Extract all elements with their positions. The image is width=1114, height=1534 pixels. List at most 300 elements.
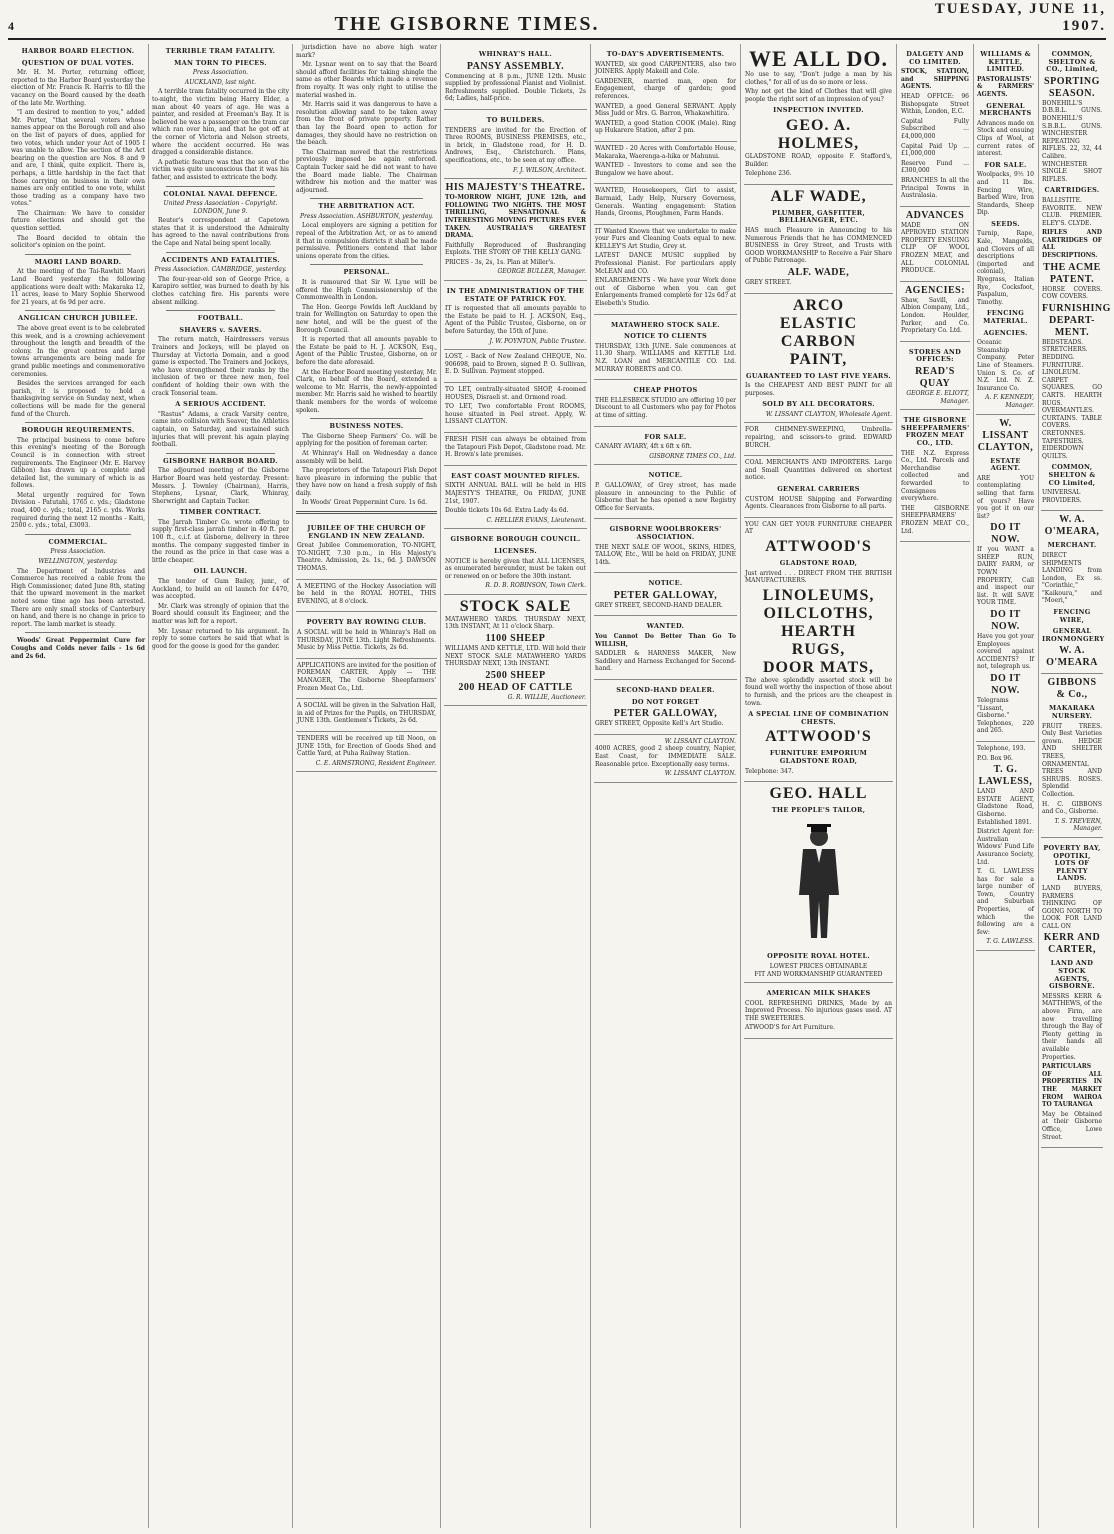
ad-signature: J. W. POYNTON, Public Trustee. — [489, 337, 586, 345]
ad-heading: INSPECTION INVITED. — [773, 106, 864, 115]
advertisement-whinrays-hall — [444, 44, 587, 110]
advertisement-milk-shakes — [744, 983, 893, 1039]
headline: GISBORNE HARBOR BOARD. — [163, 456, 278, 465]
ad-text: Telephone, 193. — [977, 744, 1026, 752]
ad-heading: ESTATE AGENT. — [990, 456, 1021, 473]
ad-title: FURNISHING DEPART-MENT. — [1042, 302, 1111, 338]
article-text: The tender of Gum Bailey, junr., of Auckland, to build an oil launch for £470, was accepted. — [152, 578, 289, 601]
ad-text: Telephone 236. — [745, 170, 792, 178]
ad-text: TO-MORROW NIGHT, JUNE 12th, and FOLLOWING TWO NIGHTS. THE MOST THRILLING, SENSATIONAL & INTERESTING MOVING PICTURES EVER TAKEN. AUSTRALIA'S GREATEST DRAMA. — [445, 194, 586, 240]
ad-signature: T. S. TREVERN, Manager. — [1054, 817, 1102, 833]
article-text: Local employers are signing a petition for repeal of the Arbitration Act, or as to amend it that in compulsion districts it shall be made permissive. Petitioners contend that labor unions operate from the cities. — [296, 222, 437, 260]
ad-text: COAL MERCHANTS AND IMPORTERS. Large and Small Quantities delivered on shortest notice. — [745, 459, 892, 482]
article-text: Reuter's correspondent at Capetown states that it is understood the Admiralty has agreed to the naval contributions from the Cape and Natal being spent locally. — [152, 217, 289, 248]
article-harbor-board-election — [11, 48, 145, 250]
advertisement-foreman-carter — [296, 659, 437, 699]
divider — [166, 252, 275, 253]
ad-heading: SECOND-HAND DEALER. — [616, 686, 715, 695]
article-accidents — [152, 257, 289, 307]
dateline: Press Association. — [192, 69, 249, 77]
headline: COMMERCIAL. — [48, 537, 108, 546]
article-text: A pathetic feature was that the son of the victim was quite unconscious that it was his father, and assisted to extricate the body. — [152, 158, 289, 181]
ad-title: HEARTH — [781, 622, 856, 640]
ad-text: Great Jubilee Commemoration, TO-NIGHT, TO-NIGHT, 7.30 p.m., in His Majesty's Theatre. Admission, 2s. 1s., 6d. J. DAWSON THOMAS. — [297, 542, 436, 573]
advertisement-coal-merchants — [744, 456, 893, 518]
ad-text: IT is requested that all amounts payable to the Estate be paid to H. J. ACKSON, Esq., Agent of the Public Trustee, Gisborne, on or before Saturday, the 15th of June. — [445, 305, 586, 336]
article-text: At the meeting of the Tai-Rawhiti Maori Land Board yesterday the following applications were dealt with: Makaraka 12, 11 acres, lease to Mary Sophie Sherwood for 21 years, at 6s 9d per acre. — [11, 268, 145, 306]
ad-text: Telephone: 347. — [745, 767, 794, 775]
ad-text: MATAWHERO YARDS. THURSDAY NEXT, 13th INSTANT, At 11 o'clock Sharp. — [445, 615, 586, 631]
ad-heading: JUBILEE OF THE CHURCH OF ENGLAND IN NEW ZEALAND. — [307, 524, 426, 540]
article-text: "I am desired to mention to you," added Mr. Porter, "that several voters whose names appear on the Borough roll and also on the list of payers of dues, applied for two votes, which under your Act of 1905 I was unable to allow. The section of the Act bearing on the question are Nos. 8 and 9 and are, I think, quite explicit. There is, perhaps, a little hardship in the fact that those carrying on business in their own names are only entitled to one vote, whilst those trading as a company have two votes." — [11, 109, 145, 208]
ad-text: LAND BUYERS, FARMERS THINKING OF GOING NORTH TO LOOK FOR LAND CALL ON — [1042, 884, 1102, 930]
ad-signature: F. J. WILSON, Architect. — [512, 166, 586, 174]
ad-text: YOU CAN GET YOUR FURNITURE CHEAPER AT — [745, 520, 892, 536]
dateline: Press Association. ASHBURTON, yesterday. — [299, 212, 434, 220]
ad-text: A SOCIAL will be held in Whinray's Hall on THURSDAY, JUNE 13th. Light Refreshments. Music by Miss Pettie. Tickets, 2s 6d. — [297, 629, 436, 652]
subheadline: QUESTION OF DUAL VOTES. — [21, 58, 135, 67]
ad-text: Turnip, Rape, Kale, Mangolds, and Clovers of all descriptions (imported and colonial), Ryegrass, Italian Rye, Cocksfoot, Paspalum, Timothy. — [977, 230, 1034, 306]
column-3 — [292, 44, 440, 1528]
ad-text: P. GALLOWAY, of Grey street, has made pleasure in announcing to the Public of Gisborne that he has opened a new Registry Office for Servants. — [595, 481, 736, 512]
ad-heading: AGENCIES. — [983, 328, 1028, 337]
ad-text: Why not get the kind of Clothes that will give people the right sort of an impression of you? — [745, 88, 892, 103]
article-text: The return match, Hairdressers versus Trainers and Jockeys, will be played on Thursday at Victoria Domain, and a good game is expected. The Trainers and Jockeys, who have strengthened their ranks by the inclusion of two or three new men, feel confident of holding their own with the crack Tonsorial team. — [152, 336, 289, 397]
ad-text: Is the CHEAPEST AND BEST PAINT for all purposes. — [745, 382, 892, 397]
advertisement-todays-ads — [594, 44, 737, 142]
advertisement-kerr-carter — [1041, 838, 1103, 1148]
ad-text: Reserve Fund ... £300,000 — [901, 159, 969, 175]
ad-text: WANTED - Investors to come and see the Bungalow we have about. — [595, 162, 736, 177]
ad-heading: AMERICAN MILK SHAKES — [766, 989, 871, 998]
divider — [25, 632, 131, 633]
article-text: Mr. Lysnar returned to his argument. In reply to some carters he said that what is good for the goose is good for the gander. — [152, 627, 289, 650]
ad-text: GARDENER, married man, open for Engagement, charge of garden; good references. — [595, 77, 736, 100]
ad-text: T. G. LAWLESS has for sale a large number of Town, Country and Suburban Properties, of which the following are a few: — [977, 868, 1034, 936]
article-text: Mr. Clark was strongly of opinion that the Board should consult its Engineer, and the matter was left for a report. — [152, 602, 289, 625]
ad-text: THE ELLESBECK STUDIO are offering 10 per Discount to all Customers who pay for Photos at time of sitting. — [595, 396, 736, 419]
advertisement-estate-foy — [444, 281, 587, 350]
ad-title: W. LISSANT — [982, 417, 1029, 441]
ad-title: PETER GALLOWAY, — [613, 589, 718, 601]
ad-heading: NOTICE. — [648, 471, 683, 480]
divider — [25, 310, 131, 311]
divider — [310, 198, 423, 199]
ad-heading: TO BUILDERS. — [486, 115, 545, 124]
ad-text: H. C. GIBBONS and Co., Gisborne. — [1042, 800, 1102, 816]
subheadline: TIMBER CONTRACT. — [179, 508, 262, 517]
ad-heading: GISBORNE BOROUGH COUNCIL. — [450, 535, 581, 544]
ad-highlight: 2500 SHEEP — [485, 669, 546, 681]
article-text: The Hon. George Fowlds left Auckland by train for Wellington on Saturday to open the new hotel, and will be the guest of the Borough Council. — [296, 303, 437, 334]
ad-title: CLAYTON, — [977, 441, 1034, 453]
ad-heading: GUARANTEED TO LAST FIVE YEARS. — [746, 371, 891, 380]
ad-heading: THE GISBORNE SHEEPFARMERS' FROZEN MEAT CO., LTD. — [901, 416, 970, 447]
ad-signature: G. R. WILLIE, Auctioneer. — [507, 693, 586, 701]
ad-heading: EAST COAST MOUNTED RIFLES. — [451, 471, 580, 480]
advertisement-salvation-social — [296, 699, 437, 732]
advertisement-alf-wade — [744, 185, 893, 294]
ad-text: Woolpacks, 9½ 10 and 11 lbs. Fencing Wire, Barbed Wire, Iron Standards, Sheep Dip. — [977, 171, 1034, 217]
advertisement-matawhero-notice — [594, 315, 737, 381]
ad-title: DO IT NOW. — [990, 522, 1021, 546]
column-4 — [440, 44, 590, 1528]
headline: PERSONAL. — [343, 268, 390, 277]
ad-text: GREY STREET, SECOND-HAND DEALER. — [595, 601, 723, 609]
advertisement-agencies — [900, 282, 970, 342]
issue-date: TUESDAY, JUNE 11, 1907. — [934, 1, 1106, 34]
ad-signature: GISBORNE TIMES CO., Ltd. — [649, 452, 736, 460]
ad-heading: FENCING MATERIAL. — [983, 309, 1028, 325]
advertisement-woolbrokers — [594, 519, 737, 573]
article-text: The adjourned meeting of the Gisborne Harbor Board was held yesterday. Present: Messrs. J. Townley (Chairman), Harris, Stephens, Lysnar, Clark, Whinray, Sherwright and Captain Tucker. — [152, 467, 289, 505]
article-text: Mr. Lysnar went on to say that the Board should afford facilities for taking shingle the same as other Boards which made a revenue from royalty. It was only right to utilise the material washed in. — [296, 61, 437, 99]
article-text: The above great event is to be celebrated this week, and is a crowning achievement throughout the length and breadth of the colony. In the great centres and large towns arrangements are being made for grand public meetings and commemorative ceremonies. — [11, 325, 145, 378]
advertisement-borough-licenses — [444, 529, 587, 595]
column-2 — [148, 44, 292, 1528]
headline: FOOTBALL. — [197, 314, 244, 323]
ad-title: T. G. LAWLESS, — [978, 764, 1033, 788]
advertisement-attwoods — [744, 518, 893, 782]
ad-heading: THE PEOPLE'S TAILOR, — [771, 806, 866, 815]
headline: BUSINESS NOTES. — [329, 422, 404, 431]
ad-heading: IN THE ADMINISTRATION OF THE ESTATE OF PATRICK FOY. — [446, 287, 585, 303]
ad-text: NOTICE is hereby given that ALL LICENSES, as enumerated hereunder, must be taken out or renewed on or before the 30th instant. — [445, 557, 586, 580]
advertisement-mounted-rifles-ball — [444, 466, 587, 530]
article-anglican-jubilee — [11, 315, 145, 418]
article-commercial — [11, 539, 145, 629]
ad-title: PETER GALLOWAY, — [613, 708, 718, 720]
ad-text: WANTED, a good General SERVANT. Apply Miss Judd or Mrs. G. Barron, Whakawhitira. — [595, 102, 736, 118]
divider — [25, 254, 131, 255]
subheadline: OIL LAUNCH. — [193, 567, 248, 576]
advertisement-lost-cheque — [444, 350, 587, 383]
ad-title: READ'S QUAY — [915, 366, 955, 389]
advertisement-hockey-meeting — [296, 580, 437, 613]
article-text: At Whinray's Hall on Wednesday a dance assembly will be held. — [296, 449, 437, 465]
ad-title: ADVANCES — [905, 209, 965, 221]
article-personal — [296, 269, 437, 414]
ad-title: W. A. O'MEARA, — [1044, 514, 1100, 538]
column-1 — [8, 44, 148, 1528]
advertisement-to-let — [444, 383, 587, 433]
article-text: Metal urgently required for Town Division - Patutahi, 1765 c. yds.; Gladstone road, 400 c. yds.; total, 2165 c. yds. Works required during the next 12 months - Kaiti, 2500 c. yds.; total, £3093. — [11, 491, 145, 530]
ad-heading: CHEAP PHOTOS — [633, 386, 698, 395]
article-text: Mr. Harris said it was dangerous to have a resolution allowing sand to be taken away from the front of private property. Rather than lay the Board open to action for damages, they should have no restriction on the beach. — [296, 101, 437, 147]
ad-text: A SOCIAL will be given in the Salvation Hall, in aid of Prizes for the Pupils, on THURSDAY, JUNE 13th. Gentlemen's Tickets, 2s 6d. — [297, 702, 436, 725]
advertisement-peppermint-cure: Woods' Great Peppermint Cure for Coughs and Colds never fails - 1s 6d and 2s 6d. — [11, 637, 145, 660]
ad-text: SIXTH ANNUAL BALL will be held in HIS MAJESTY'S THEATRE, On FRIDAY, JUNE 21st, 1907. — [445, 482, 586, 505]
ad-text: TENDERS are invited for the Erection of Three ROOMS, BUSINESS PREMISES, etc., in brick, in Gladstone road, for H. D. Andrews, Esq., Christchurch. Plans, specifications, etc., to be seen at my office. — [445, 126, 586, 164]
ad-signature: GEORGE E. ELIOTT, Manager. — [906, 390, 969, 405]
advertisement-advances — [900, 207, 970, 282]
tailor-figure-illustration — [789, 823, 849, 943]
divider — [166, 453, 275, 454]
article-harbor-board-continued — [296, 44, 437, 194]
advertisement-fresh-fish — [444, 433, 587, 466]
divider — [296, 511, 437, 514]
ad-title: STOCK SALE — [459, 597, 572, 615]
advertisement-lissant-clayton-estate — [976, 415, 1035, 742]
ad-text: ATWOOD'S for Art Furniture. — [745, 1024, 835, 1032]
ad-text: WANTED, six good CARPENTERS, also two JOINERS. Apply Makeill and Cole. — [595, 60, 736, 76]
ad-title: PAINT, — [789, 350, 848, 368]
ad-text: THE N.Z. Express Co., Ltd. Parcels and Merchandise collected and forwarded to Consignees everywhere. — [901, 449, 969, 503]
advertisement-cheap-photos — [594, 380, 737, 426]
column-7c — [1038, 44, 1111, 1528]
ad-heading: MAKARAKA NURSERY. — [1049, 704, 1095, 721]
article-text: In Woods' Great Peppermint Cure. 1s 6d. — [302, 499, 427, 507]
ad-title: ARCO — [792, 296, 845, 314]
ad-title: KERR AND CARTER, — [1043, 932, 1101, 956]
dateline: United Press Association - Copyright. LONDON, June 9. — [163, 200, 278, 215]
advertisement-common-shelton — [1041, 44, 1111, 511]
ad-text: Capital Paid Up ... £1,000,000 — [901, 142, 969, 158]
ad-text: PASTORALISTS' & FARMERS' AGENTS. — [977, 75, 1034, 98]
ad-text: The above splendidly assorted stock will be found well worthy the inspection of those about to furnish, and the prices are the cheapest in town. — [745, 676, 892, 707]
ad-title: GEO. A. HOLMES, — [777, 116, 860, 152]
article-maori-land-board — [11, 259, 145, 307]
ad-title: WE ALL DO. — [749, 46, 888, 71]
advertisement-his-majestys-theatre — [444, 179, 587, 281]
ad-heading: GENERAL CARRIERS — [777, 485, 860, 494]
ad-signature: C. HELLIER EVANS, Lieutenant. — [486, 516, 586, 524]
ad-text: No use to say, "Don't judge a man by his clothes," for all of us do so more or less. — [745, 71, 892, 86]
ad-text: Advances made on Stock and ensuing Clips of Wool, at current rates of interest. — [977, 119, 1034, 158]
ad-text: THE NEXT SALE OF WOOL, SKINS, HIDES, TALLOW, Etc., Will be held on FRIDAY, JUNE 14th. — [595, 543, 736, 566]
ad-text: UNIVERSAL PROVIDERS. — [1042, 489, 1082, 504]
headline: COLONIAL NAVAL DEFENCE. — [163, 189, 278, 198]
ad-text: LOST, - Back of New Zealand CHEQUE, No. 906698, paid to Brown, signed P. O. Sullivan, E. D. Sullivan. Payment stopped. — [445, 353, 586, 376]
article-text: The Jarrah Timber Co. wrote offering to supply first-class jarrah timber in 40 ft. per 100 ft., c.i.f. at Gisborne, delivery in three months. The company suggested timber in the round as the price in that case was a little cheaper. — [152, 518, 289, 564]
ad-text: Oceanic Steamship Company. Peter Line of Steamers. Union S. Co. of N.Z. Ltd. N. Z. Insurance Co. — [977, 339, 1034, 392]
column-7b — [973, 44, 1035, 1528]
ad-heading: GENERAL IRONMONGERY — [1042, 627, 1105, 643]
ad-text: District Agent for: Australian Widows' Fund Life Assurance Society, Ltd. — [977, 828, 1034, 866]
ad-heading: A SPECIAL LINE OF COMBINATION CHESTS. — [748, 710, 889, 726]
divider — [310, 264, 423, 265]
ad-text: Capital Fully Subscribed ... £4,000,000 — [901, 117, 969, 140]
headline: THE ARBITRATION ACT. — [318, 202, 415, 211]
ad-text: CUSTOM HOUSE Shipping and Forwarding Agents. Clearances from Gisborne to all parts. — [745, 495, 892, 511]
ad-text: TO LET, Two comfortable Front ROOMS, house situated in Peel street. Apply, W. LISSANT CLAYTON. — [445, 403, 586, 426]
ad-title: CARBON — [780, 332, 857, 350]
ad-title: AGENCIES: — [904, 284, 966, 296]
ad-text: CANARY AVIARY, 4ft x 6ft x 6ft. — [595, 443, 692, 451]
headline: TERRIBLE TRAM FATALITY. — [165, 47, 276, 55]
column-5 — [590, 44, 740, 1528]
dateline: AUCKLAND, last night. — [184, 78, 257, 86]
article-serious-accident — [152, 401, 289, 449]
ad-text: SADDLER & HARNESS MAKER, New Saddlery and Harness Exchanged for Second-hand. — [595, 650, 736, 673]
advertisement-galloway-registry — [594, 465, 737, 519]
ad-text: IT Wanted Known that we undertake to make your Furs and Cleaning Coats equal to new. KELLEY'S Art Studio, Grey st. — [595, 227, 736, 250]
article-business-notes — [296, 423, 437, 507]
ad-text: STOCK, STATION, and SHIPPING AGENTS. — [901, 68, 969, 91]
article-text: Besides the services arranged for each parish, it is proposed to hold a thanksgiving service on Sunday next, when collections will be made for the general fund of the Church. — [11, 380, 145, 418]
advertisement-second-hand — [594, 680, 737, 735]
ad-text: WANTED, a good Station COOK (Male). Ring up Hukarere Station, after 2 pm. — [595, 119, 736, 135]
ad-title: RUGS, — [791, 640, 846, 658]
advertisement-frozen-meat-co — [900, 410, 970, 542]
ad-text: BEDSTEADS. STRETCHERS. BEDDING. FURNITURE. LINOLEUM. CARPET SQUARES. GO CARTS. HEARTH RUGS. OVERMANTLES. CURTAINS. TABLE COVERS. CRETONNES. TAPESTRIES. EIDERDOWN QUILTS. — [1042, 338, 1102, 460]
ad-heading: FURNITURE EMPORIUM GLADSTONE ROAD, — [769, 749, 868, 765]
ad-text: THURSDAY, 13th JUNE. Sale commences at 11.30 Sharp. WILLIAMS and KETTLE Ltd. N.Z. LOAN and MERCANTILE CO. Ltd. MURRAY ROBERTS and CO. — [595, 342, 736, 373]
advertisement-canary-aviary — [594, 427, 737, 466]
divider — [25, 534, 131, 535]
article-text: The Chairman: We have to consider future elections and should get the question settled. — [11, 209, 145, 233]
ad-title: ATTWOOD'S — [765, 538, 872, 555]
ad-highlight: 1100 SHEEP — [485, 633, 546, 645]
article-text: jurisdiction have no above high water mark? — [296, 44, 437, 59]
advertisement-gibbons-nursery — [1041, 674, 1103, 838]
ad-text: RIFLES AND CARTRIDGES OF ALL DESCRIPTIONS. — [1042, 229, 1102, 260]
ad-text: ENLARGEMENTS - We have your Work done out of Gisborne when you can get Enlargements framed complete for 12s 6d? at Elsebeth's Studio. — [595, 277, 736, 308]
ad-heading: WHINRAY'S HALL. — [478, 50, 553, 58]
ad-text: GREY STREET, Opposite Kell's Art Studio. — [595, 720, 724, 728]
advertisement-reads-quay — [900, 342, 970, 410]
article-text: It is reported that all amounts payable to the Estate be paid to H. J. ACKSON, Esq., Agent of the Public Trustee, Gisborne, on or before the date aforesaid. — [296, 336, 437, 366]
masthead — [8, 1, 1106, 40]
ad-text: LATEST DANCE MUSIC supplied by Professional Pianist. For particulars apply McLEAN and CO. — [595, 252, 736, 275]
column-7 — [896, 44, 1111, 1528]
ad-text: APPLICATIONS are invited for the position of FOREMAN CARTER. Apply — THE MANAGER, The Gisborne Sheepfarmers' Frozen Meat Co., Ltd. — [297, 661, 436, 692]
article-text: The four-year-old son of George Price, a Karapiro settler, was burned to death by his clothes catching fire. His parents were absent milking. — [152, 275, 289, 306]
ad-text: Commencing at 8 p.m., JUNE 12th. Music supplied by professional Pianist and Violinist. Refreshments supplied. Double Tickets, 2s 6d; Ladies, half-price. — [445, 72, 586, 103]
ad-title: ATTWOOD'S — [765, 728, 872, 746]
ad-heading: COMMON, SHELTON & CO., Limited, — [1046, 50, 1098, 74]
ad-heading: MERCHANT. — [1047, 541, 1097, 550]
ad-title: DO IT NOW. — [990, 609, 1021, 633]
ad-text: A MEETING of the Hockey Association will be held in the ROYAL HOTEL, THIS EVENING, at 8 o'clock. — [297, 582, 436, 605]
article-text: The Department of Industries and Commerce has received a cable from the High Commissioner, dated June 8th, stating that the upward movement in the market noted some time ago has been arrested. There are only small stocks of Canterbury on hand, and there is no change in price to report. The lamb market is steady. — [11, 567, 145, 628]
advertisement-geo-holmes — [744, 44, 893, 185]
article-arbitration-act — [296, 203, 437, 260]
headline: A SERIOUS ACCIDENT. — [175, 400, 266, 409]
divider — [310, 418, 423, 419]
advertisement-puha-tenders — [296, 732, 437, 772]
article-gisborne-harbor-board — [152, 458, 289, 651]
ad-text: FIT AND WORKMANSHIP GUARANTEED — [754, 970, 883, 978]
article-naval-defence — [152, 191, 289, 248]
ad-title: W. A. O'MEARA — [1046, 645, 1098, 669]
ad-text: WANTED - 20 Acres with Comfortable House, Makaraka, Waerenga-a-hika or Mahunui. — [595, 144, 736, 160]
ad-text: HAS much Pleasure in Announcing to his Numerous Friends that he has COMMENCED BUSINESS in Grey Street, and Trusts with GOOD WORKMANSHIP to Receive a Fair Share of Public Patronage. — [745, 226, 892, 265]
subheadline: SHAVERS v. SAVERS. — [179, 325, 262, 334]
ad-title: PANSY ASSEMBLY. — [466, 60, 565, 72]
ad-text: P.O. Box 96. — [977, 754, 1013, 762]
advertisement-chimney-sweeping — [744, 423, 893, 456]
divider — [166, 186, 275, 187]
ad-heading: FOR SALE. — [984, 160, 1027, 169]
ad-title: OILCLOTHS, — [763, 604, 874, 622]
newspaper-title: THE GISBORNE TIMES. — [334, 13, 600, 35]
ad-title: ALF WADE, — [770, 187, 867, 205]
ad-text: THE GISBORNE SHEEPFARMERS' FROZEN MEAT CO., Ltd. — [901, 504, 969, 535]
ad-text: DIRECT SHIPMENTS LANDING from London, Ex ss. "Corinthic," "Kaikoura," and "Moeri," — [1042, 551, 1102, 605]
ad-signature: A. F. KENNEDY, Manager. — [985, 394, 1034, 409]
ad-heading: OPPOSITE ROYAL HOTEL. — [767, 952, 870, 961]
ad-title: ALF. WADE, — [787, 266, 850, 278]
dateline: WELLINGTON, yesterday. — [38, 558, 118, 566]
article-text: The Gisborne Sheep Farmers' Co. will be applying for the position of foreman carter. — [296, 432, 437, 448]
article-text: The Chairman moved that the restrictions previously imposed be again enforced. Captain Tucker said he did not want to have the Board made liable. The Chairman withdrew his motion and the matter was adjourned. — [296, 148, 437, 194]
article-text: A terrible tram fatality occurred in the city to-night, the victim being Harry Elder, a man about 40 years of age. He was a painter, and resided at Freeman's Bay. It is believed he was a passenger on the tram car which ran over him, and that he got off at the corner of Victoria and Nelson streets, where the accident occurred. He was dragged a considerable distance. — [152, 88, 289, 157]
ad-text: Just arrived . . . DIRECT FROM THE BRITISH MANUFACTURERS. — [745, 569, 892, 585]
ad-text: May be Obtained at their Gisborne Office, Lowe Street. — [1042, 1110, 1102, 1141]
ad-text: FRESH FISH can always be obtained from the Tatapouri Fish Depot, Gladstone road. Mr. H. Brown's late premises. — [445, 435, 586, 459]
ad-heading: LICENSES. — [494, 546, 537, 555]
article-text: "Rastus" Adams, a crack Varsity centre, came into collision with Seaver, the Athletics captain, on Saturday, and sustained such injuries that will prevent his again playing football. — [152, 410, 289, 449]
advertisement-wanted-housekeepers — [594, 184, 737, 224]
advertisement-dalgety — [900, 44, 970, 207]
headline: ANGLICAN CHURCH JUBILEE. — [18, 314, 138, 323]
advertisement-willish-saddler — [594, 616, 737, 680]
page-number: 4 — [8, 19, 14, 33]
ad-text: GLADSTONE ROAD, opposite F. Stafford's, Builder. — [745, 152, 892, 168]
ad-text: MESSRS KERR & MATTHEWS, of the above Firm, are now travelling through the Bay of Plenty getting in their hands all available Properties. — [1042, 992, 1102, 1061]
advertisement-church-jubilee — [296, 518, 437, 580]
article-text: The principal business to come before this evening's meeting of the Borough Council is in connection with street requirements. The Engineer (Mr. E. Harvey Gibbon) has drawn up a complete and detailed list, the summary of which is as follows. — [11, 436, 145, 490]
ad-text: FRUIT TREES. Only Best Varieties grown. HEDGE AND SHELTER TREES, ORNAMENTAL TREES AND SHRUBS. ROSES. Splendid Collection. — [1042, 722, 1102, 798]
advertisement-geo-hall-tailor — [744, 782, 893, 983]
advertisement-omeara — [1041, 511, 1103, 674]
ad-heading: SOLD BY ALL DECORATORS. — [762, 400, 875, 409]
ad-heading: POVERTY BAY ROWING CLUB. — [306, 618, 427, 627]
ad-heading: SEEDS. — [991, 219, 1020, 228]
ad-title: SPORTING SEASON. — [1044, 75, 1100, 99]
advertisement-stock-sale — [444, 595, 587, 707]
ad-text: FOR CHIMNEY-SWEEPING, Umbrella-repairing, and scissors-to grind. EDWARD BURCH. — [745, 426, 892, 449]
ad-heading: PLUMBER, GASFITTER, BELLHANGER, ETC. — [771, 208, 866, 225]
ad-title: GEO. HALL — [769, 785, 868, 803]
ad-heading: WILLIAMS & KETTLE, LIMITED. — [980, 50, 1031, 74]
article-text: It is rumoured that Sir W. Lyne will be offered the High Commissionership of the Commonwealth in London. — [296, 279, 437, 302]
ad-text: GREY STREET. — [745, 278, 791, 286]
ad-title: DO IT NOW. — [990, 673, 1021, 696]
ad-heading: GENERAL MERCHANTS — [979, 101, 1032, 118]
headline: HARBOR BOARD ELECTION. — [21, 47, 135, 55]
ad-heading: NOTICE. — [648, 579, 683, 588]
advertisement-to-builders — [444, 110, 587, 179]
ad-heading: FENCING WIRE, — [1053, 608, 1091, 624]
ad-text: HEAD OFFICE: 96 Bishopsgate Street Within, London, E.C. — [901, 92, 969, 116]
ad-text: BALLISTITE. FAVORITE. NEW CLUB. PREMIER. ELEY'S. CLYDE. — [1042, 196, 1102, 227]
article-text: The proprietors of the Tatapouri Fish Depot have pleasure in informing the public that they have now on hand a fresh supply of fish daily. — [296, 467, 437, 497]
article-tram-fatality — [152, 48, 289, 182]
advertisement-williams-kettle — [976, 44, 1035, 415]
ad-heading: LAND AND STOCK AGENTS, GISBORNE. — [1049, 959, 1095, 991]
advertisement-arco-paint — [744, 294, 893, 424]
ad-text: 4000 ACRES, good 2 sheep country, Napier, East Coast, for IMMEDIATE SALE. Reasonable price. Exceptionally easy terms. — [595, 745, 736, 768]
ad-text: WILLIAMS AND KETTLE, LTD. Will hold their NEXT STOCK SALE MATAWHERO YARDS THURSDAY NEXT, 13th INSTANT. — [445, 645, 586, 668]
ad-heading: FOR SALE. — [644, 432, 687, 441]
ad-text: TO LET, centrally-situated SHOP, 4-roomed HOUSES, Disraeli st. and Ormond road. — [445, 386, 586, 401]
ad-highlight: 200 HEAD OF CATTLE — [458, 681, 573, 693]
headline: ACCIDENTS AND FATALITIES. — [161, 255, 280, 264]
headline: MAORI LAND BOARD. — [34, 257, 122, 266]
ad-text: COOL REFRESHING DRINKS, Made by an Improved Process. No injurious gases used. AT THE SWEETERIES. — [745, 999, 892, 1022]
ad-heading: POVERTY BAY, OPOTIKI, LOTS OF PLENTY LANDS. — [1043, 843, 1101, 883]
divider — [25, 422, 131, 423]
advertisement-kelleys-studio — [594, 225, 737, 315]
ad-text: PARTICULARS OF ALL PROPERTIES IN THE MARKET FROM WAIROA TO TAURANGA — [1042, 1063, 1102, 1109]
ad-title: GIBBONS & Co., — [1047, 677, 1097, 701]
article-borough-requirements — [11, 427, 145, 530]
ad-text: Shaw, Savill, and Albion Company, Ltd., London. Houlder, Parker, and Co. Proprietary Co. Ltd. — [901, 296, 969, 335]
ad-heading: STORES AND OFFICES: — [908, 347, 962, 364]
ad-text: TENDERS will be received up till Noon, on JUNE 15th, for Erection of Goods Shed and Cattle Yard, at Puha Railway Station. — [297, 734, 436, 758]
